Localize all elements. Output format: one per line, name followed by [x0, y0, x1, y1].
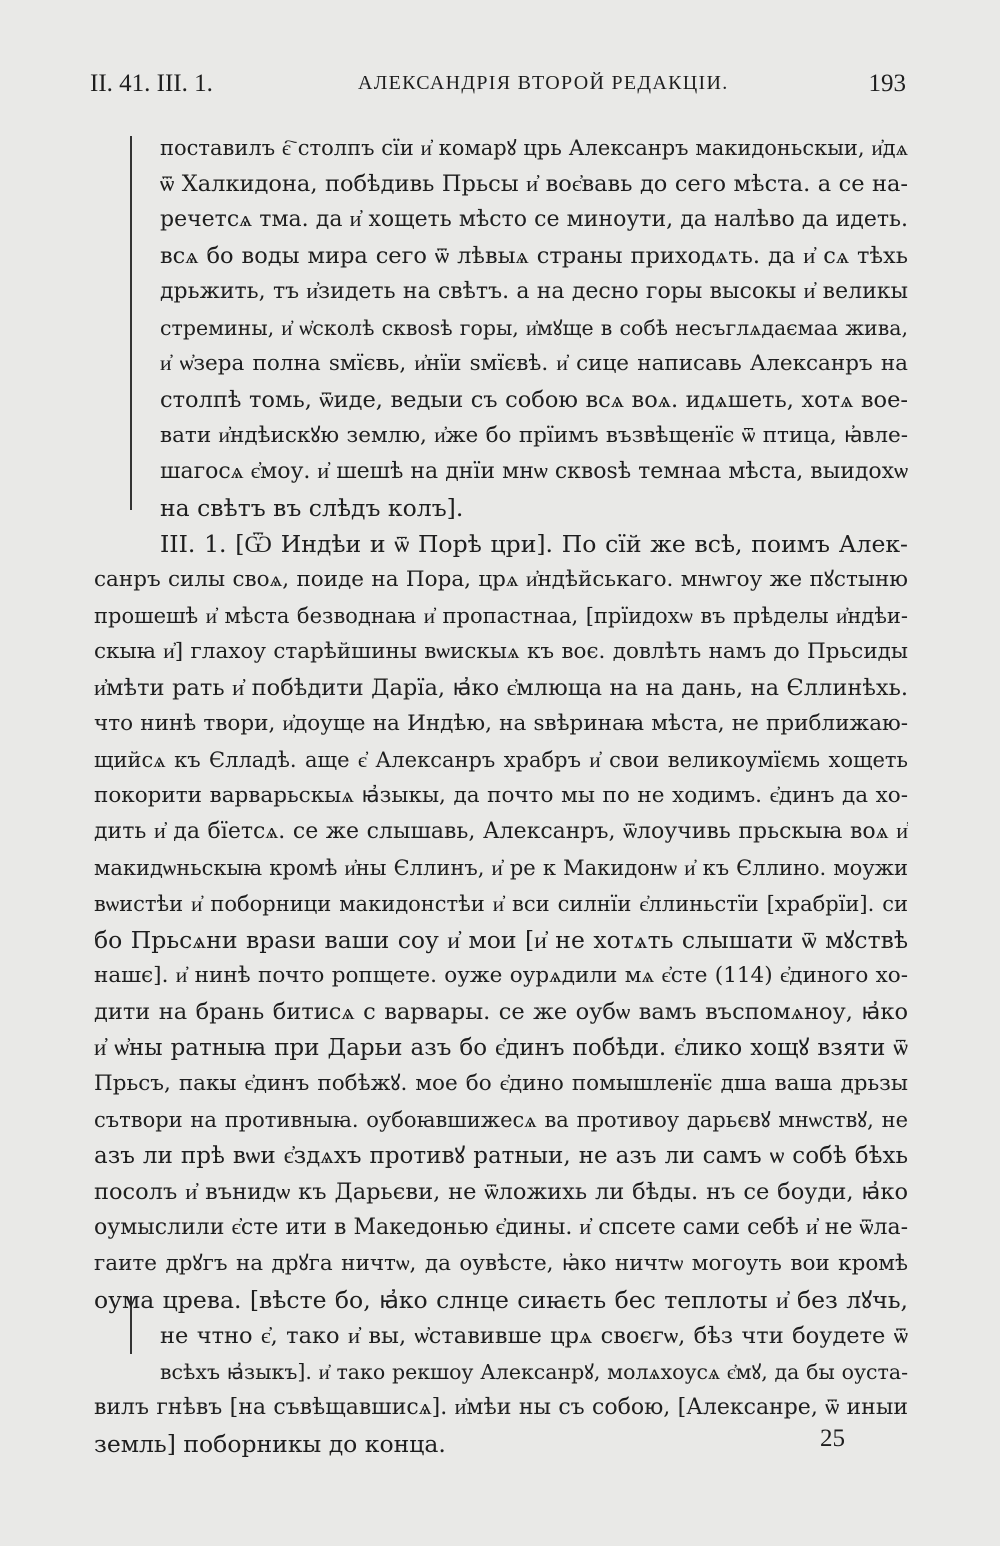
- text-line: и҆мѣти рать и҆ побѣдити Дарїа, ꙗ҆ко є҆млюща на на дань, на Єллинѣхь.: [94, 675, 908, 701]
- text-line: сътвори на противныꙗ. оубоꙗвшижесѧ ва противоу дарьєвꙋ мнѡствꙋ, не: [94, 1108, 908, 1132]
- text-line: ѿ Халкидона, побѣдивь Прьсы и҆ воє҆вавь до сего мѣста. а се на-: [160, 171, 908, 197]
- section-heading-line: III. 1. [Ѿ Индѣи и ѿ Порѣ цри]. По сїй же всѣ, поимъ Алек-: [160, 530, 908, 558]
- text-line: и҆ ѡ҆ны ратныꙗ при Дарьи азъ бо є҆динъ побѣди. є҆лико хощꙋ взяти ѿ: [94, 1035, 908, 1061]
- text-line: что нинѣ твори, и҆доуще на Индѣю, на ѕвѣринаꙗ мѣста, не приближаю-: [94, 711, 908, 736]
- text-line: речетсѧ тма. да и҆ хощеть мѣсто се миноути, да налѣво да идеть.: [160, 207, 908, 232]
- text-line: нашє]. и҆ нинѣ почто ропщете. оуже оурѧдили мѧ є҆сте (114) є҆диного хо-: [94, 963, 908, 988]
- text-line: стремины, и҆ ѡ҆сколѣ сквоѕѣ горы, и҆мꙋще в собѣ несъглѧдаємаа жива,: [160, 316, 908, 340]
- running-header: [90, 70, 910, 106]
- text-line: дити на брань битисѧ с варвары. се же оубѡ вамъ въспомѧноу, ꙗ҆ко: [94, 999, 908, 1025]
- text-line: оумыслили є҆сте ити в Македонью є҆дины. и҆ спсете сами себѣ и҆ не ѿла-: [94, 1215, 908, 1240]
- text-line: поставилъ є҇ столпъ сїи и҆ комарꙋ црь Алексанръ макидоньскыи, и҆дѧ: [160, 136, 908, 160]
- text-line: посолъ и҆ вънидѡ къ Дарьєви, не ѿложихь ли бѣды. нъ се боуди, ꙗ҆ко: [94, 1179, 908, 1205]
- text-line: земль] поборникы до конца.: [94, 1430, 446, 1458]
- signature-mark: 25: [820, 1425, 845, 1452]
- text-line: вати и҆ндѣискꙋю землю, и҆же бо прїимъ възвѣщенїє ѿ птица, ꙗ҆вле-: [160, 423, 908, 448]
- text-line: щийсѧ къ Єлладѣ. аще є҆ Алексанръ храбръ и҆ свои великоумїємь хощеть: [94, 748, 908, 772]
- text-line: на свѣтъ въ слѣдъ колъ].: [160, 494, 464, 522]
- text-line: дрьжить, тъ и҆зидеть на свѣтъ. а на десно горы высокы и҆ великы: [160, 279, 908, 304]
- text-line: азъ ли прѣ вѡи є҆здѧхъ противꙋ ратныи, не азъ ли самъ ѡ собѣ бѣхь: [94, 1143, 908, 1169]
- text-line: вилъ гнѣвъ [на съвѣщавшисѧ]. и҆мѣи ны съ собою, [Алексанре, ѿ иныи: [94, 1395, 908, 1420]
- section-reference: II. 41. III. 1.: [90, 70, 213, 97]
- text-line: Прьсъ, пакы є҆динъ побѣжꙋ. мое бо є҆дино помышленїє дша ваша дрьзы: [94, 1071, 908, 1096]
- text-line: не чтно є҆, тако и҆ вы, ѡ҆ставивше црѧ своєгѡ, бѣз чти боудете ѿ: [160, 1323, 908, 1349]
- text-line: всѧ бо воды мира сего ѿ лѣвыѧ страны приходѧть. да и҆ сѧ тѣхь: [160, 243, 908, 269]
- text-line: и҆ ѡ҆зера полна ѕмїєвь, и҆нїи ѕмїєвѣ. и҆ сице написавь Алексанръ на: [160, 351, 908, 376]
- text-line: гаите дрꙋгъ на дрꙋга ничтѡ, да оувѣсте, ꙗ҆ко ничтѡ могоуть вои кромѣ: [94, 1251, 908, 1276]
- text-line: макидѡньскыꙗ кромѣ и҆ны Єллинъ, и҆ ре к Макидонѡ и҆ къ Єллино. моужи: [94, 856, 908, 880]
- text-line: покорити варварьскыѧ ꙗ҆зыкы, да почто мы по не ходимъ. є҆динъ да хо-: [94, 783, 908, 808]
- margin-bar-top: [130, 136, 132, 510]
- text-line: всѣхъ ꙗ҆зыкъ]. и҆ тако рекшоу Алексанрꙋ, молѧхоусѧ є҆мꙋ, да бы оуста-: [160, 1360, 908, 1384]
- text-line: вѡистѣи и҆ поборници макидонстѣи и҆ вси силнїи є҆ллиньстїи [храбрїи]. си: [94, 892, 908, 916]
- text-line: прошешѣ и҆ мѣста безводнаꙗ и҆ пропастнаа, [прїидохѡ въ прѣделы и҆ндѣи-: [94, 604, 908, 628]
- text-line: оума црева. [вѣсте бо, ꙗ҆ко слнце сиꙗєть бес теплоты и҆ без лꙋчь,: [94, 1286, 908, 1314]
- text-line: шагосѧ є҆моу. и҆ шешѣ на днїи мнѡ сквоѕѣ темнаа мѣста, выидохѡ: [160, 459, 908, 484]
- text-line: бо Прьсѧни враѕи ваши соу и҆ мои [и҆ не хотѧть слышати ѿ мꙋствѣ: [94, 926, 908, 954]
- running-title: АЛЕКСАНДРІЯ ВТОРОЙ РЕДАКЦІИ.: [358, 72, 729, 94]
- text-line: столпѣ томь, ѿиде, ведыи съ собою всѧ воѧ. идѧшеть, хотѧ вое-: [160, 387, 908, 413]
- text-line: скыꙗ и҆] глахоу старѣйшины вѡискыѧ къ воє. довлѣть намъ до Прьсиды: [94, 639, 908, 664]
- text-line: санръ силы своѧ, поиде на Пора, црѧ и҆ндѣйськаго. мнѡгоу же пꙋстыню: [94, 567, 908, 592]
- text-line: дить и҆ да бїетсѧ. се же слышавь, Алексанръ, ѿлоучивь прьскыꙗ воѧ и҆: [94, 819, 908, 844]
- page-number: 193: [868, 70, 906, 97]
